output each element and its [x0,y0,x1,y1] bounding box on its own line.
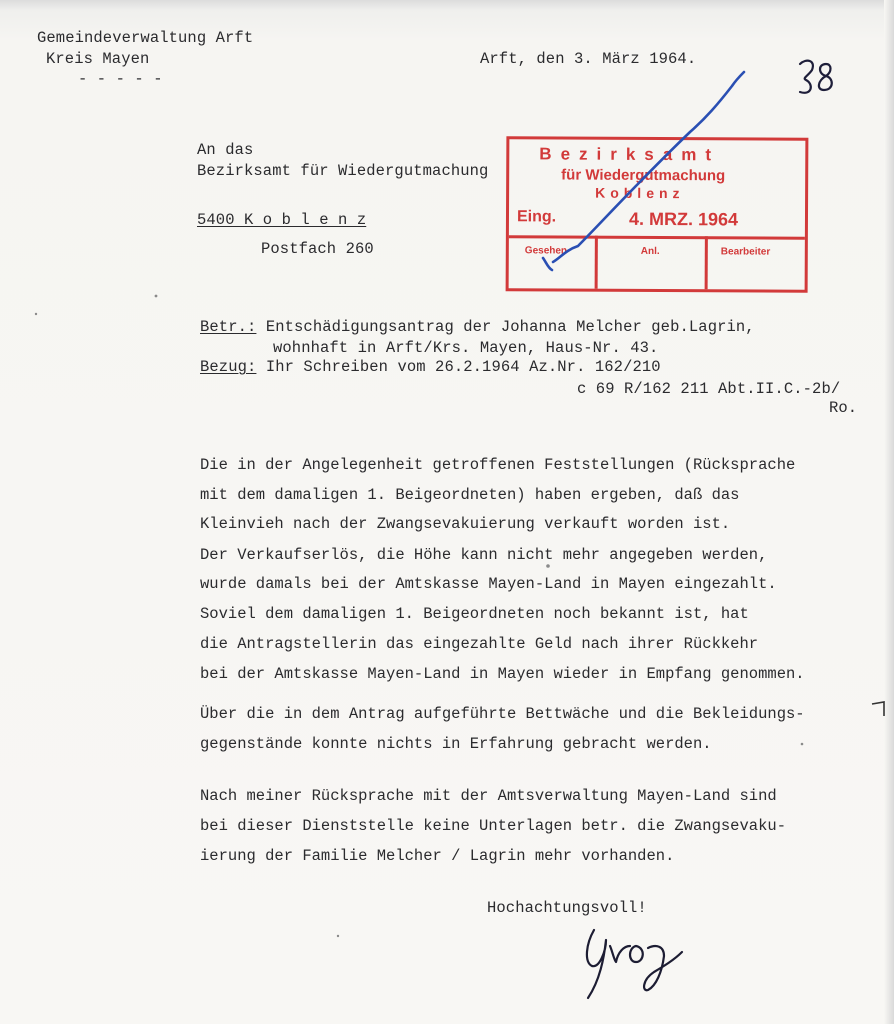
body-line: Soviel dem damaligen 1. Beigeordneten noch bekannt ist, hat [200,605,749,623]
recipient-line2: Bezirksamt für Wiedergutmachung [197,162,489,180]
body-line: Über die in dem Antrag aufgeführte Bettwäche und die Bekleidungs- [200,705,805,723]
body-line: Der Verkaufserlös, die Höhe kann nicht mehr angegeben werden, [200,546,768,564]
body-line: gegenstände konnte nichts in Erfahrung gebracht werden. [200,735,712,753]
body-line: bei der Amtskasse Mayen-Land in Mayen wieder in Empfang genommen. [200,665,805,683]
recipient-postbox: Postfach 260 [261,240,374,258]
body-line: Nach meiner Rücksprache mit der Amtsverwaltung Mayen-Land sind [200,787,777,805]
stamp-col-gesehen: Gesehen [524,245,568,257]
stamp-eing-label: Eing. [516,208,557,226]
betr-label: Betr.: [200,318,257,336]
stamp-col-bearbeiter: Bearbeiter [720,246,771,258]
body-line: mit dem damaligen 1. Beigeordneten) haben ergeben, daß das [200,486,740,504]
betr-text: Entschädigungsantrag der Johanna Melcher geb.Lagrin, [256,318,755,336]
stamp-subtitle: für Wiedergutmachung [561,166,726,185]
closing: Hochachtungsvoll! [487,899,647,917]
margin-bracket-mark [872,702,884,716]
body-line: wurde damals bei der Amtskasse Mayen-Land in Mayen eingezahlt. [200,575,777,593]
stamp-date: 4. MRZ. 1964 [628,208,739,230]
reference-line2: Ro. [829,399,858,417]
date-line: Arft, den 3. März 1964. [480,50,697,68]
subject-betr-cont: wohnhaft in Arft/Krs. Mayen, Haus-Nr. 43. [273,339,659,357]
bezug-label: Bezug: [200,358,257,376]
sender-separator: - - - - - [78,70,163,88]
recipient-line1: An das [197,141,254,159]
body-line: Die in der Angelegenheit getroffenen Feststellungen (Rücksprache [200,456,796,474]
body-line: ierung der Familie Melcher / Lagrin mehr vorhanden. [200,847,675,865]
recipient-city: 5400 K o b l e n z [197,211,367,229]
stamp-city: Koblenz [595,184,685,202]
paper-specks [35,295,804,938]
body-line: Kleinvieh nach der Zwangsevakuierung verkauft worden ist. [200,515,731,533]
handwritten-page-number [800,61,832,93]
body-line: bei dieser Dienststelle keine Unterlagen betr. die Zwangsevaku- [200,817,786,835]
sender-district: Kreis Mayen [46,50,150,68]
bezug-text: Ihr Schreiben vom 26.2.1964 Az.Nr. 162/210 [256,358,661,376]
sender-name: Gemeindeverwaltung Arft [37,29,254,47]
stamp-title: Bezirksamt [539,144,721,165]
signature [587,930,682,998]
stamp-col-anl: Anl. [640,245,660,258]
blue-check-mark [543,72,744,270]
body-line: die Antragstellerin das eingezahlte Geld nach ihrer Rückkehr [200,635,759,653]
reference-line1: c 69 R/162 211 Abt.II.C.-2b/ [577,380,841,398]
